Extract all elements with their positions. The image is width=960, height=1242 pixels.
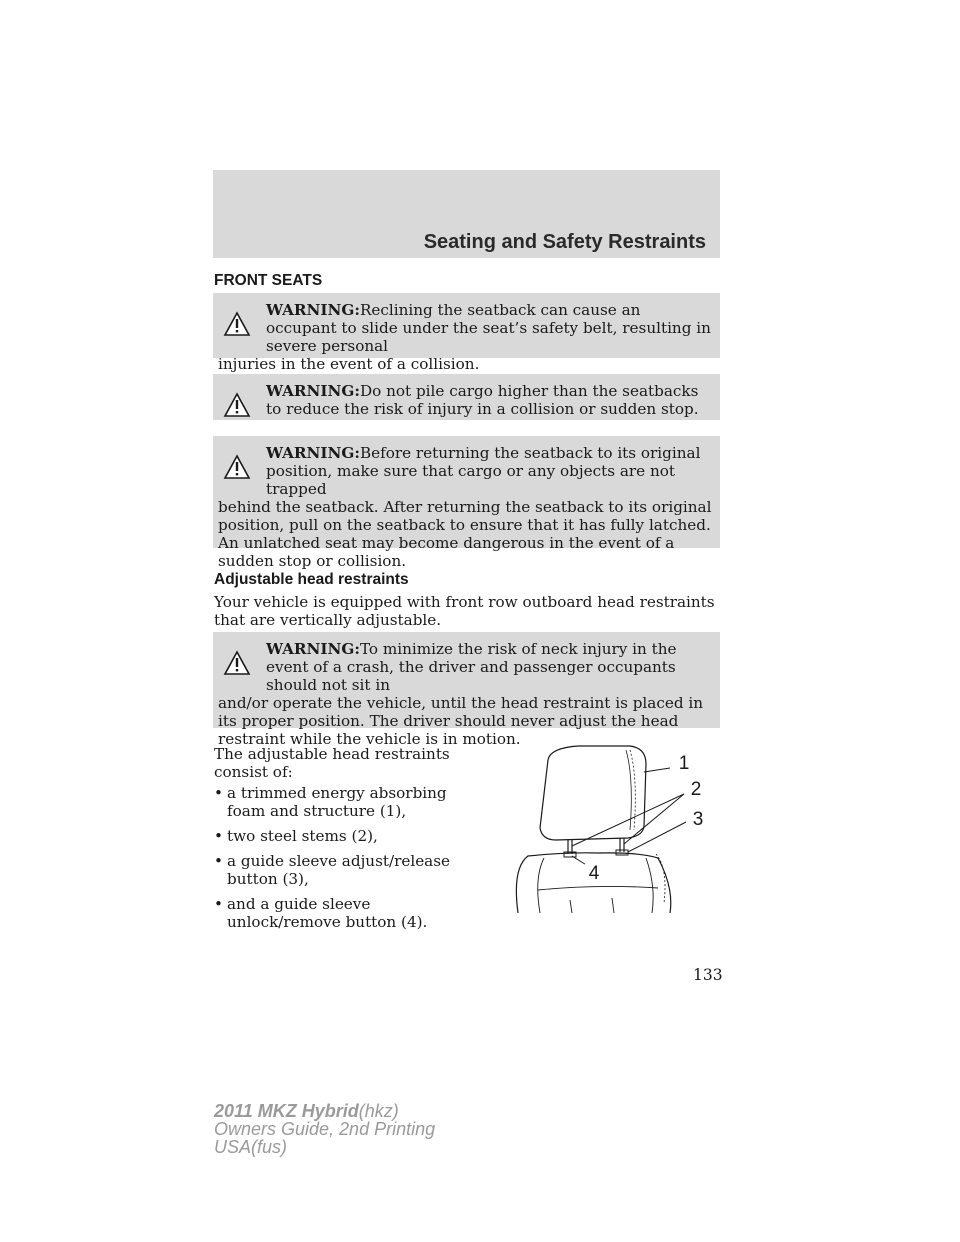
list-item: • a guide sleeve adjust/release button (3), [214,852,451,888]
footer-model: 2011 MKZ Hybrid [214,1101,359,1121]
page-header-band [213,170,720,258]
warning-box-1 [213,293,720,373]
warning-triangle-icon [223,311,251,337]
section-title: FRONT SEATS [214,272,323,289]
warning-triangle-icon [223,650,251,676]
warning-text-first: WARNING:Do not pile cargo higher than the seatbacks to reduce the risk of injury in a collision or sudden stop. [266,382,699,418]
component-list [214,784,474,938]
document-footer [214,1102,435,1156]
head-restraint-illustration [488,738,720,913]
warning-box-2 [213,374,720,420]
list-item: • a trimmed energy absorbing foam and structure (1), [214,784,447,820]
list-item: • two steel stems (2), [214,827,378,845]
bullet: • [214,784,223,802]
page-number: 133 [693,966,723,984]
bullet: • [214,827,223,845]
warning-text-rest: behind the seatback. After returning the seatback to its original position, pull on the seatback to ensure that it has fully latched. An unlatched seat may become dangerous in the event of a sudden stop or collision. [218,498,712,570]
warning-triangle-icon [223,392,251,418]
chapter-title: Seating and Safety Restraints [423,231,706,253]
warning-box-3 [213,436,720,570]
warning-text-first: WARNING:Reclining the seatback can cause an occupant to slide under the seat’s safety belt, resulting in severe personal [266,301,711,355]
subheading: Adjustable head restraints [214,571,409,588]
callout-4: 4 [588,863,600,884]
footer-market-code: (fus) [251,1137,288,1157]
callout-2: 2 [690,779,702,800]
footer-model-code: (hkz) [358,1101,399,1121]
footer-guide: Owners Guide, 2nd Printing [214,1119,436,1139]
list-item: • and a guide sleeve unlock/remove button (4). [214,895,428,931]
warning-box-4 [213,632,720,748]
warning-text-first: WARNING:Before returning the seatback to its original position, make sure that cargo or any objects are not trapped [266,444,701,498]
intro-paragraph: Your vehicle is equipped with front row outboard head restraints that are vertically adjustable. [214,593,715,629]
warning-text-rest: and/or operate the vehicle, until the head restraint is placed in its proper position. The driver should never adjust the head restraint while the vehicle is in motion. [218,694,704,748]
bullet: • [214,852,223,870]
warning-text-rest: injuries in the event of a collision. [218,355,480,373]
warning-triangle-icon [223,454,251,480]
footer-market: USA [214,1137,252,1157]
warning-text-first: WARNING:To minimize the risk of neck injury in the event of a crash, the driver and passenger occupants should not sit in [266,640,677,694]
callout-1: 1 [678,753,690,774]
list-intro: The adjustable head restraints consist of: [214,745,450,781]
bullet: • [214,895,223,913]
callout-3: 3 [692,809,704,830]
